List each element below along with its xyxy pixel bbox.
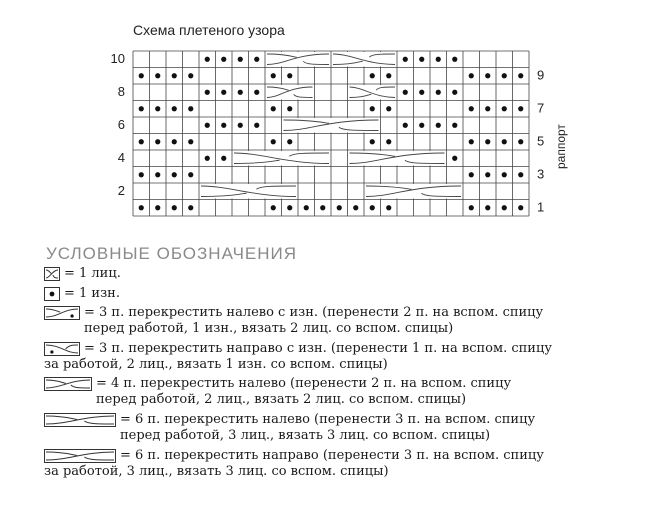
- purl-dot: [485, 172, 490, 177]
- repeat-label: раппорт: [554, 124, 568, 169]
- purl-dot: [205, 123, 210, 128]
- purl-dot: [403, 57, 408, 62]
- legend-title: УСЛОВНЫЕ ОБОЗНАЧЕНИЯ: [46, 244, 298, 263]
- row-number-left: 10: [110, 51, 125, 66]
- purl-dot: [386, 73, 391, 78]
- purl-dot: [370, 205, 375, 210]
- purl-dot: [485, 205, 490, 210]
- purl-dot: [287, 106, 292, 111]
- legend-item-text: = 1 лиц.: [64, 266, 121, 281]
- legend-item-text: = 6 п. перекрестить направо (перенести 3 п. на вспом. спицу: [120, 448, 544, 463]
- chart-title: Схема плетеного узора: [133, 22, 285, 38]
- row-number-right: 5: [537, 133, 545, 149]
- purl-dot: [172, 172, 177, 177]
- knitting-chart: [0, 0, 665, 240]
- purl-dot: [469, 172, 474, 177]
- purl-dot: [155, 172, 160, 177]
- purl-dot: [502, 73, 507, 78]
- purl-dot: [238, 57, 243, 62]
- purl-dot: [155, 139, 160, 144]
- purl-dot: [518, 139, 523, 144]
- purl-dot: [271, 106, 276, 111]
- purl-dot: [221, 156, 226, 161]
- purl-dot: [485, 73, 490, 78]
- purl-dot: [370, 73, 375, 78]
- cross3-left-purl-icon: [44, 306, 80, 320]
- purl-dot: [271, 205, 276, 210]
- purl-dot: [518, 106, 523, 111]
- purl-dot: [221, 57, 226, 62]
- row-number-left: 6: [117, 117, 125, 132]
- purl-dot: [254, 57, 259, 62]
- purl-dot: [271, 73, 276, 78]
- legend-item-text-continued: перед работой, 3 лиц., вязать 3 лиц. со вспом. спицы): [120, 428, 491, 443]
- purl-dot: [502, 172, 507, 177]
- legend-item-text: = 4 п. перекрестить налево (перенести 2 п. на вспом. спицу: [96, 376, 512, 391]
- purl-dot: [485, 139, 490, 144]
- row-number-left: 2: [117, 183, 125, 198]
- purl-dot: [238, 123, 243, 128]
- purl-dot: [287, 139, 292, 144]
- purl-dot: [271, 139, 276, 144]
- purl-dot: [172, 205, 177, 210]
- purl-dot: [188, 73, 193, 78]
- purl-dot: [254, 123, 259, 128]
- cross3-right-purl-icon: [44, 342, 80, 356]
- purl-dot: [155, 205, 160, 210]
- purl-dot: [172, 106, 177, 111]
- purl-dot: [452, 156, 457, 161]
- purl-dot: [469, 139, 474, 144]
- purl-dot: [320, 205, 325, 210]
- purl-dot: [188, 205, 193, 210]
- legend-item-text: = 3 п. перекрестить направо с изн. (перенести 1 п. на вспом. спицу: [84, 341, 552, 356]
- purl-dot: [139, 106, 144, 111]
- purl-dot: [502, 106, 507, 111]
- purl-dot: [221, 90, 226, 95]
- knit-icon: [44, 267, 60, 281]
- purl-dot: [155, 73, 160, 78]
- purl-dot: [188, 106, 193, 111]
- purl-dot: [370, 139, 375, 144]
- purl-dot: [139, 172, 144, 177]
- row-number-left: 8: [117, 84, 125, 99]
- purl-dot: [139, 73, 144, 78]
- purl-dot: [436, 57, 441, 62]
- purl-dot: [419, 123, 424, 128]
- purl-dot: [469, 205, 474, 210]
- purl-dot: [485, 106, 490, 111]
- purl-dot: [139, 139, 144, 144]
- purl-dot: [452, 90, 457, 95]
- purl-dot: [386, 139, 391, 144]
- purl-dot: [172, 139, 177, 144]
- purl-dot: [469, 106, 474, 111]
- legend-item-text: = 3 п. перекрестить налево с изн. (перенести 2 п. на вспом. спицу: [84, 305, 544, 320]
- legend-item-text: = 6 п. перекрестить налево (перенести 3 п. на вспом. спицу: [120, 412, 536, 427]
- purl-dot: [370, 106, 375, 111]
- purl-dot: [287, 205, 292, 210]
- purl-dot: [337, 205, 342, 210]
- purl-dot: [452, 57, 457, 62]
- purl-dot: [254, 90, 259, 95]
- purl-dot: [304, 205, 309, 210]
- purl-dot: [287, 73, 292, 78]
- purl-dot: [436, 123, 441, 128]
- cross6-left-icon: [44, 413, 116, 427]
- purl-dot: [386, 106, 391, 111]
- purl-dot: [172, 73, 177, 78]
- purl-dot: [221, 123, 226, 128]
- purl-dot: [502, 205, 507, 210]
- purl-dot: [353, 205, 358, 210]
- purl-dot: [518, 172, 523, 177]
- purl-dot: [419, 57, 424, 62]
- purl-dot: [188, 172, 193, 177]
- purl-dot: [403, 90, 408, 95]
- purl-dot: [436, 90, 441, 95]
- purl-dot: [518, 205, 523, 210]
- row-number-left: 4: [117, 150, 125, 165]
- purl-dot: [419, 90, 424, 95]
- purl-dot: [386, 205, 391, 210]
- purl-dot: [403, 123, 408, 128]
- row-number-right: 1: [537, 199, 545, 215]
- purl-dot: [502, 139, 507, 144]
- purl-dot: [238, 90, 243, 95]
- purl-dot: [205, 57, 210, 62]
- legend-item-text-continued: за работой, 2 лиц., вязать 1 изн. со вспом. спицы): [44, 357, 388, 372]
- row-number-right: 7: [537, 100, 545, 116]
- purl-dot: [452, 123, 457, 128]
- cross6-right-icon: [44, 449, 116, 463]
- purl-icon: [44, 287, 60, 301]
- legend-item-text-continued: за работой, 3 лиц., вязать 3 лиц. со вспом. спицы): [44, 464, 389, 479]
- purl-dot: [155, 106, 160, 111]
- purl-dot: [188, 139, 193, 144]
- purl-dot: [205, 90, 210, 95]
- purl-dot: [469, 73, 474, 78]
- purl-dot: [139, 205, 144, 210]
- purl-dot: [518, 73, 523, 78]
- row-number-right: 9: [537, 67, 545, 83]
- purl-dot: [205, 156, 210, 161]
- legend-item-text-continued: перед работой, 2 лиц., вязать 2 лиц. со вспом. спицы): [96, 392, 467, 407]
- cross4-left-icon: [44, 377, 92, 391]
- legend-item-text-continued: перед работой, 1 изн., вязать 2 лиц. со вспом. спицы): [84, 321, 454, 336]
- legend-item-text: = 1 изн.: [64, 286, 120, 301]
- row-number-right: 3: [537, 166, 545, 182]
